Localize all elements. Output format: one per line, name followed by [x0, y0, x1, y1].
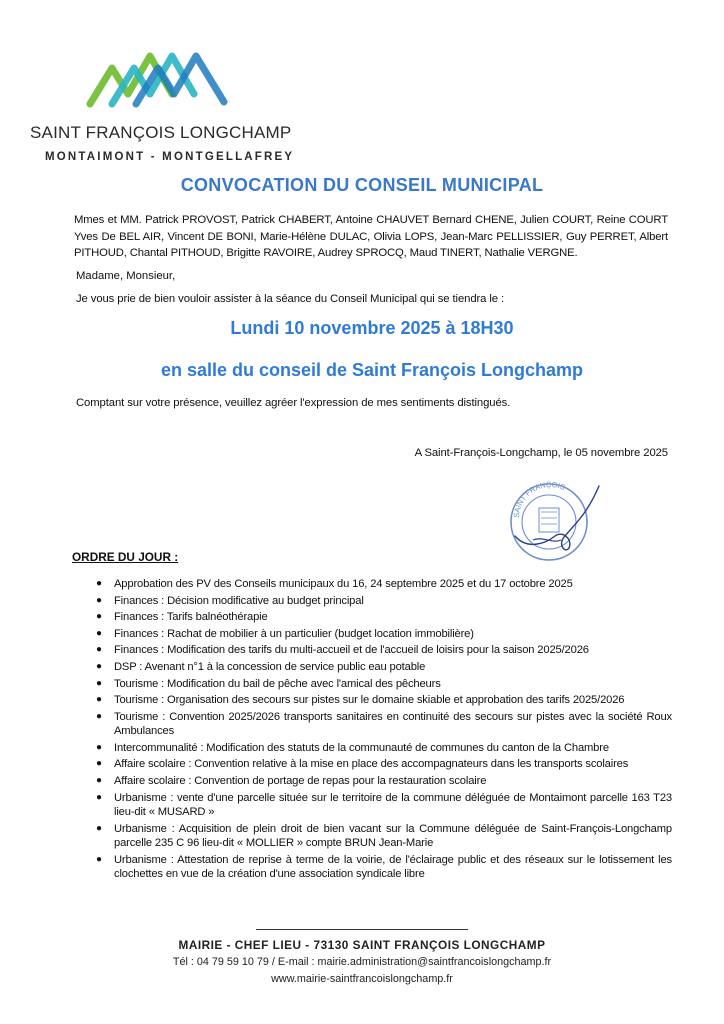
bullet-icon: ●: [96, 611, 102, 623]
footer-contact: Tél : 04 79 59 10 79 / E-mail : mairie.administration@saintfrancoislongchamp.fr: [172, 956, 552, 968]
bullet-icon: ●: [96, 660, 102, 672]
agenda-item: ● Urbanisme : Attestation de reprise à terme de la voirie, de l'éclairage public et des réseaux sur le lotissement les clochettes en vue de la création d'une association syndicale libre: [96, 853, 672, 881]
bullet-icon: ●: [96, 758, 102, 770]
mountain-peaks-logo: [84, 46, 234, 108]
bullet-icon: ●: [96, 775, 102, 787]
agenda-item: ● DSP : Avenant n°1 à la concession de service public eau potable: [96, 660, 426, 673]
bullet-icon: ●: [96, 791, 102, 803]
bullet-icon: ●: [96, 741, 102, 753]
member-list: Mmes et MM. Patrick PROVOST, Patrick CHABERT, Antoine CHAUVET Bernard CHENE, Julien COURT, Reine COURT Yves De BEL AIR, Vincent DE BONI, Marie-Hélène DULAC, Olivia LOPS, Jean-Marc PELLISSIER, Guy PERRET, Albert PITHOUD, Chantal PITHOUD, Brigitte RAVOIRE, Audrey SPROCQ, Maud TINERT, Nathalie VERGNE.: [74, 214, 668, 259]
agenda-item: ● Urbanisme : Acquisition de plein droit de bien vacant sur la Commune déléguée de Saint-François-Longchamp parcelle 235 C 96 lieu-dit « MOLLIER » compte BRUN Jean-Marie: [96, 822, 672, 850]
bullet-icon: ●: [96, 822, 102, 834]
agenda-item: ● Affaire scolaire : Convention relative à la mise en place des accompagnateurs dans les transports scolaires: [96, 758, 629, 771]
salutation: Madame, Monsieur,: [76, 270, 176, 282]
footer-divider: [256, 929, 468, 930]
meeting-place: en salle du conseil de Saint François Longchamp: [160, 360, 584, 380]
agenda-item: ● Finances : Rachat de mobilier à un particulier (budget location immobilière): [96, 627, 474, 640]
bullet-icon: ●: [96, 694, 102, 706]
bullet-icon: ●: [96, 594, 102, 606]
document-title: CONVOCATION DU CONSEIL MUNICIPAL: [180, 175, 544, 195]
agenda-item: ● Affaire scolaire : Convention de portage de repas pour la restauration scolaire: [96, 775, 487, 788]
bullet-icon: ●: [96, 627, 102, 639]
agenda-item: ● Finances : Tarifs balnéothérapie: [96, 611, 268, 624]
agenda-item: ● Finances : Modification des tarifs du multi-accueil et de l'accueil de loisirs pour la saison 2025/2026: [96, 644, 589, 657]
bullet-icon: ●: [96, 677, 102, 689]
bullet-icon: ●: [96, 710, 102, 722]
bullet-icon: ●: [96, 853, 102, 865]
footer-address: MAIRIE - CHEF LIEU - 73130 SAINT FRANÇOIS LONGCHAMP: [178, 938, 546, 952]
meeting-date: Lundi 10 novembre 2025 à 18H30: [230, 318, 514, 338]
stamp-text: SAINT FRANÇOIS: [511, 479, 567, 519]
agenda-item: ● Tourisme : Modification du bail de pêche avec l'amical des pêcheurs: [96, 677, 441, 690]
bullet-icon: ●: [96, 644, 102, 656]
place-and-date: A Saint-François-Longchamp, le 05 novembre 2025: [414, 447, 668, 459]
org-subtitle: MONTAIMONT - MONTGELLAFREY: [45, 151, 295, 163]
closing-text: Comptant sur votre présence, veuillez agréer l'expression de mes sentiments distingués.: [76, 397, 511, 409]
agenda-item: ● Finances : Décision modificative au budget principal: [96, 594, 364, 607]
agenda-item: ● Intercommunalité : Modification des statuts de la communauté de communes du canton de la Chambre: [96, 741, 609, 754]
org-name: SAINT FRANÇOIS LONGCHAMP: [30, 123, 292, 142]
agenda-title: ORDRE DU JOUR :: [72, 550, 179, 564]
footer-website: www.mairie-saintfrancoislongchamp.fr: [271, 973, 453, 985]
agenda-item: ● Approbation des PV des Conseils municipaux du 16, 24 septembre 2025 et du 17 octobre 2025: [96, 578, 573, 590]
agenda-list: [96, 577, 672, 884]
agenda-item: ● Tourisme : Convention 2025/2026 transports sanitaires en continuité des secours sur pistes avec la société Roux Ambulances: [96, 710, 672, 738]
agenda-item: ● Urbanisme : vente d'une parcelle située sur le territoire de la commune déléguée de Montaimont parcelle 163 T23 lieu-dit « MUSARD »: [96, 791, 672, 819]
intro-text: Je vous prie de bien vouloir assister à la séance du Conseil Municipal qui se tiendra le :: [76, 293, 505, 305]
official-stamp-icon: [503, 478, 615, 564]
agenda-item: ● Tourisme : Organisation des secours sur pistes sur le domaine skiable et approbation des tarifs 2025/2026: [96, 694, 625, 707]
bullet-icon: ●: [96, 578, 102, 589]
